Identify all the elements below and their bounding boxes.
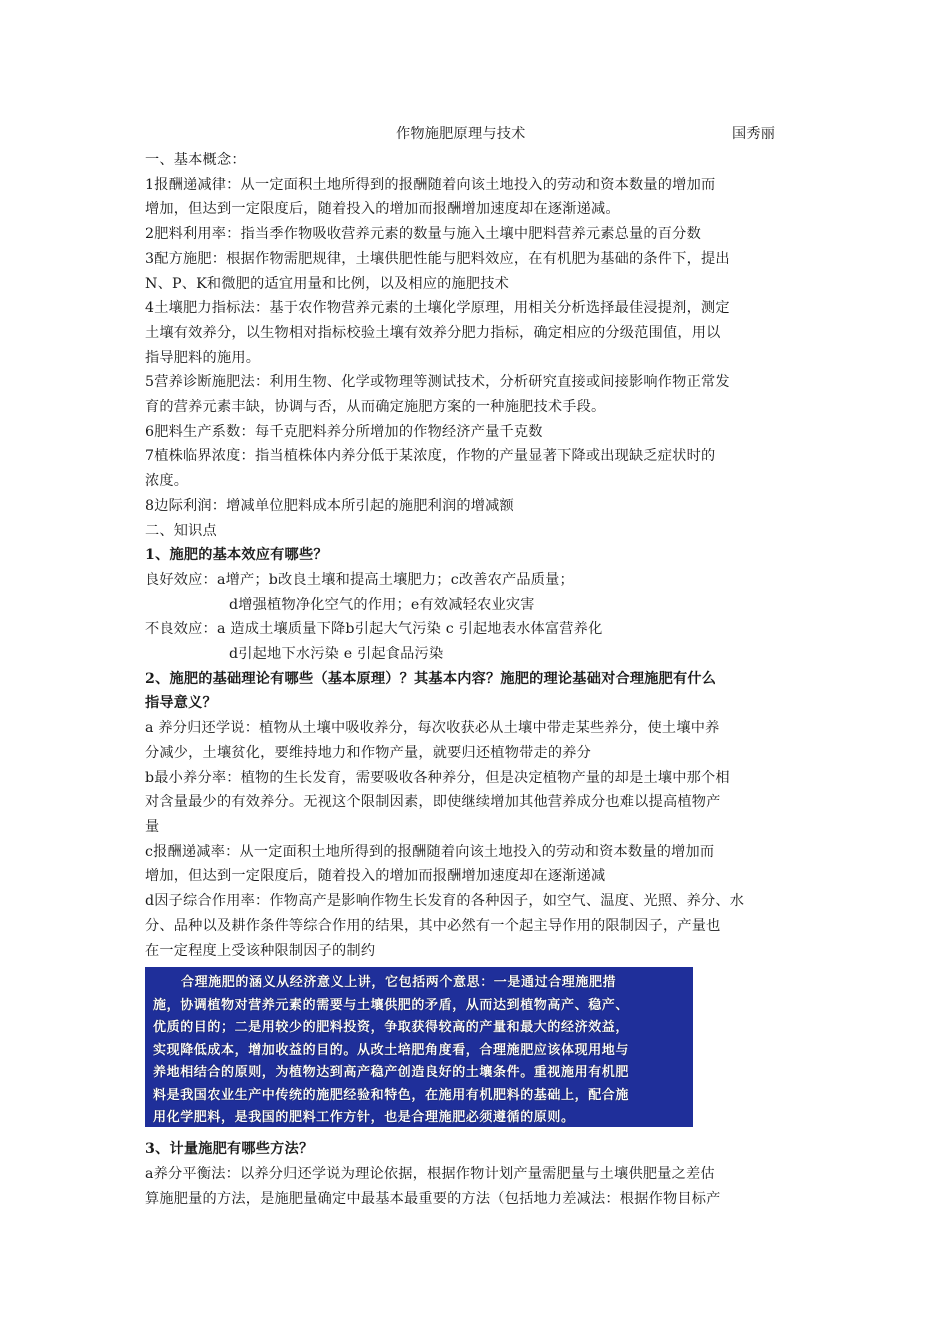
- question-2: 2、施肥的基础理论有哪些（基本原理）？其基本内容？施肥的理论基础对合理施肥有什么: [145, 670, 717, 687]
- concept-line: 2肥料利用率：指当季作物吸收营养元素的数量与施入土壤中肥料营养元素总量的百分数: [145, 226, 701, 243]
- banner-line: 实现降低成本，增加收益的目的。从改土培肥角度看，合理施肥应该体现用地与: [153, 1042, 630, 1058]
- answer-line: 不良效应：a 造成土壤质量下降b引起大气污染 c 引起地表水体富营养化: [145, 621, 603, 638]
- concept-line: 8边际利润：增减单位肥料成本所引起的施肥利润的增减额: [145, 497, 514, 514]
- answer-line: 算施肥量的方法，是施肥量确定中最基本最重要的方法（包括地力差减法：根据作物目标产: [145, 1190, 721, 1207]
- rational-fertilization-banner: [145, 967, 693, 1127]
- answer-line: 分、品种以及耕作条件等综合作用的结果，其中必然有一个起主导作用的限制因子，产量也: [145, 917, 721, 934]
- concept-line: 浓度。: [145, 473, 189, 490]
- answer-line: a 养分归还学说：植物从土壤中吸收养分，每次收获必从土壤中带走某些养分，使土壤中养: [145, 720, 720, 737]
- answer-line: d因子综合作用率：作物高产是影响作物生长发育的各种因子，如空气、温度、光照、养分、水: [145, 893, 745, 910]
- answer-line: 量: [145, 818, 160, 835]
- document-title: 作物施肥原理与技术: [396, 126, 526, 142]
- document-header: [145, 122, 810, 148]
- concept-line: 育的营养元素丰缺，协调与否，从而确定施肥方案的一种施肥技术手段。: [145, 399, 606, 416]
- banner-line: 合理施肥的涵义从经济意义上讲，它包括两个意思：一是通过合理施肥措: [181, 975, 617, 991]
- concept-line: 增加，但达到一定限度后，随着投入的增加而报酬增加速度却在逐渐递减。: [145, 201, 620, 218]
- question-3: 3、计量施肥有哪些方法？: [145, 1141, 314, 1158]
- section-heading-concepts: 一、基本概念：: [145, 152, 246, 168]
- concept-line: 4土壤肥力指标法：基于农作物营养元素的土壤化学原理，用相关分析选择最佳浸提剂，测定: [145, 300, 730, 317]
- concept-line: 土壤有效养分，以生物相对指标校验土壤有效养分肥力指标，确定相应的分级范围值，用以: [145, 324, 721, 341]
- answer-line: 在一定程度上受该种限制因子的制约: [145, 942, 376, 959]
- concept-line: N、P、K和微肥的适宜用量和比例，以及相应的施肥技术: [145, 275, 510, 292]
- answer-line: a养分平衡法：以养分归还学说为理论依据，根据作物计划产量需肥量与土壤供肥量之差估: [145, 1165, 715, 1182]
- answer-line: d增强植物净化空气的作用；e有效减轻农业灾害: [229, 596, 535, 613]
- question-1: 1、施肥的基本效应有哪些？: [145, 547, 328, 564]
- section-heading-knowledge: 二、知识点: [145, 522, 217, 539]
- banner-line: 施，协调植物对营养元素的需要与土壤供肥的矛盾，从而达到植物高产、稳产、: [153, 997, 630, 1013]
- answer-line: d引起地下水污染 e 引起食品污染: [229, 646, 444, 663]
- answer-line: 良好效应：a增产；b改良土壤和提高土壤肥力；c改善农产品质量；: [145, 571, 574, 588]
- banner-line: 用化学肥料，是我国的肥料工作方针，也是合理施肥必须遵循的原则。: [153, 1110, 575, 1126]
- document-page: [145, 122, 810, 1211]
- concept-line: 指导肥料的施用。: [145, 349, 261, 366]
- question-2-cont: 指导意义？: [145, 695, 217, 712]
- banner-line: 养地相结合的原则，为植物达到高产稳产创造良好的土壤条件。重视施用有机肥: [153, 1065, 630, 1081]
- concept-line: 5营养诊断施肥法：利用生物、化学或物理等测试技术，分析研究直接或间接影响作物正常发: [145, 374, 730, 391]
- banner-line: 优质的目的；二是用较少的肥料投资，争取获得较高的产量和最大的经济效益，: [153, 1020, 630, 1036]
- answer-line: 对含量最少的有效养分。无视这个限制因素，即使继续增加其他营养成分也难以提高植物产: [145, 794, 721, 811]
- answer-line: c报酬递减率：从一定面积土地所得到的报酬随着向该土地投入的劳动和资本数量的增加而: [145, 843, 715, 860]
- concept-line: 1报酬递减律：从一定面积土地所得到的报酬随着向该土地投入的劳动和资本数量的增加而: [145, 176, 716, 193]
- answer-line: 分减少，土壤贫化，要维持地力和作物产量，就要归还植物带走的养分: [145, 744, 592, 761]
- answer-line: b最小养分率：植物的生长发育，需要吸收各种养分，但是决定植物产量的却是土壤中那个相: [145, 769, 730, 786]
- document-author: 国秀丽: [732, 126, 776, 142]
- concept-line: 7植株临界浓度：指当植株体内养分低于某浓度，作物的产量显著下降或出现缺乏症状时的: [145, 448, 716, 465]
- concept-line: 3配方施肥：根据作物需肥规律，土壤供肥性能与肥料效应，在有机肥为基础的条件下，提出: [145, 250, 730, 267]
- banner-line: 料是我国农业生产中传统的施肥经验和特色，在施用有机肥料的基础上，配合施: [153, 1087, 630, 1103]
- answer-line: 增加，但达到一定限度后，随着投入的增加而报酬增加速度却在逐渐递减: [145, 868, 606, 885]
- concept-line: 6肥料生产系数：每千克肥料养分所增加的作物经济产量千克数: [145, 423, 543, 440]
